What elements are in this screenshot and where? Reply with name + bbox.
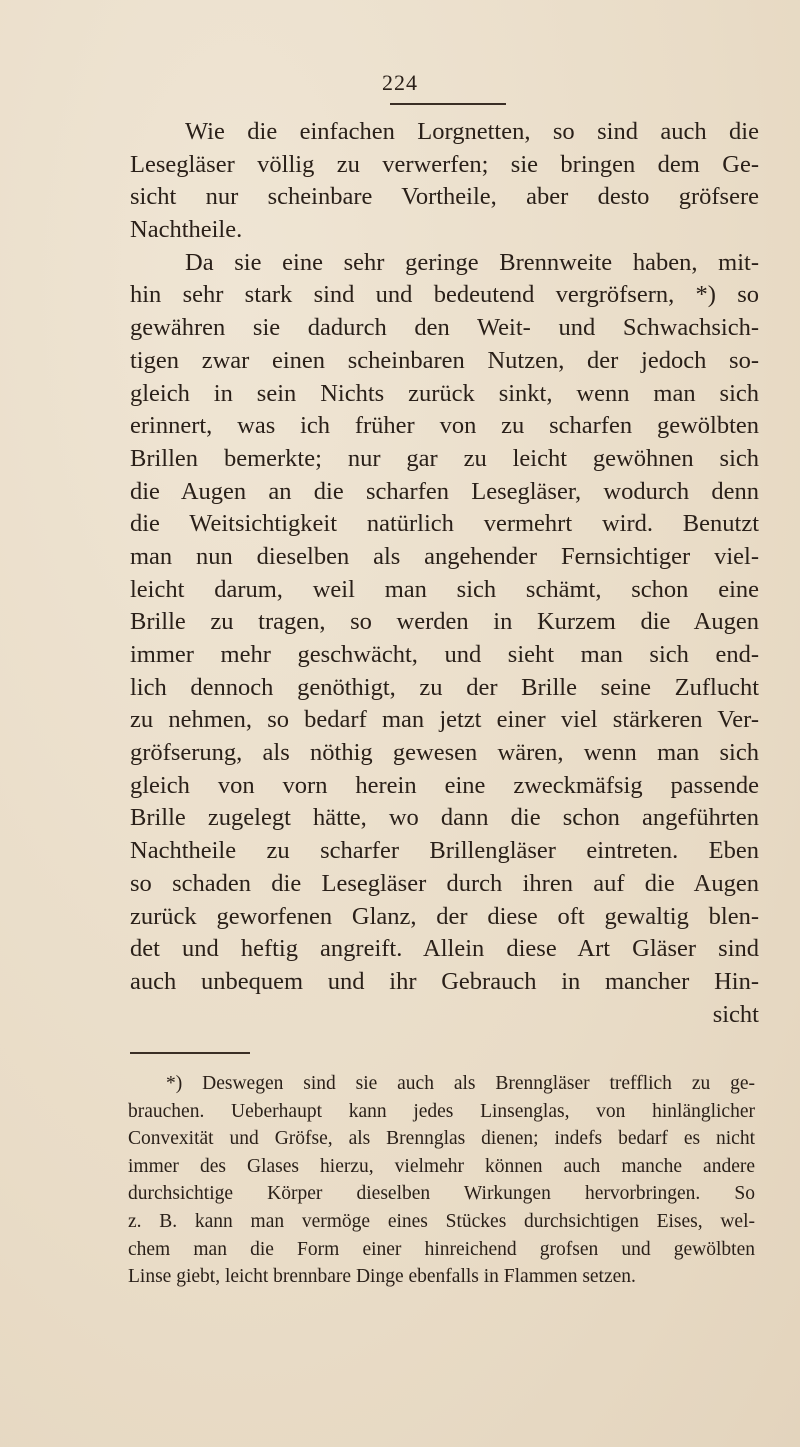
main-text [130, 116, 759, 1031]
footnote-line: Convexität und Gröfse, als Brennglas dienen; indefs bedarf es nicht [128, 1128, 755, 1150]
text-line: die Augen an die scharfen Lesegläser, wodurch denn [130, 477, 759, 505]
text-line: Lesegläser völlig zu verwerfen; sie bringen dem Ge- [130, 150, 759, 178]
footnote-line: immer des Glases hierzu, vielmehr können auch manche andere [128, 1155, 755, 1177]
text-line: erinnert, was ich früher von zu scharfen gewölbten [130, 412, 759, 440]
text-line: zurück geworfenen Glanz, der diese oft gewaltig blen- [130, 902, 759, 930]
footnote-line: brauchen. Ueberhaupt kann jedes Linsenglas, von hinlänglicher [128, 1100, 755, 1122]
page-number: 224 [382, 70, 418, 95]
footnote-rule [130, 1052, 250, 1054]
footnote-line: *) Deswegen sind sie auch als Brenngläser trefflich zu ge- [166, 1073, 755, 1094]
text-line: auch unbequem und ihr Gebrauch in mancher Hin- [130, 967, 759, 995]
text-line: lich dennoch genöthigt, zu der Brille seine Zuflucht [130, 673, 759, 701]
text-line: Wie die einfachen Lorgnetten, so sind auch die [185, 118, 759, 145]
text-line: det und heftig angreift. Allein diese Art Gläser sind [130, 935, 759, 963]
text-line: gleich in sein Nichts zurück sinkt, wenn man sich [130, 379, 759, 407]
text-line: immer mehr geschwächt, und sieht man sich end- [130, 641, 759, 668]
footnote-line: chem man die Form einer hinreichend grofsen und gewölbten [128, 1238, 755, 1260]
catchword: sicht [712, 1000, 759, 1028]
text-line: Nachtheile. [130, 216, 243, 244]
text-line: Brillen bemerkte; nur gar zu leicht gewöhnen sich [130, 444, 759, 472]
text-line: hin sehr stark sind und bedeutend vergröfsern, *) so [130, 281, 759, 309]
text-line: gewähren sie dadurch den Weit- und Schwachsich- [130, 314, 759, 342]
footnote [128, 1070, 755, 1291]
text-line: man nun dieselben als angehender Fernsichtiger viel- [130, 542, 759, 570]
footnote-line: durchsichtige Körper dieselben Wirkungen hervorbringen. So [128, 1183, 755, 1205]
text-line: sicht nur scheinbare Vortheile, aber desto gröfsere [130, 183, 759, 211]
text-line: Brille zugelegt hätte, wo dann die schon angeführten [130, 804, 759, 832]
footnote-line: Linse giebt, leicht brennbare Dinge ebenfalls in Flammen setzen. [128, 1266, 636, 1288]
text-line: Brille zu tragen, so werden in Kurzem die Augen [130, 608, 759, 636]
text-line: die Weitsichtigkeit natürlich vermehrt wird. Benutzt [130, 510, 759, 538]
text-line: Nachtheile zu scharfer Brillengläser eintreten. Eben [130, 837, 759, 865]
text-line: leicht darum, weil man sich schämt, schon eine [130, 575, 759, 603]
text-line: so schaden die Lesegläser durch ihren auf die Augen [130, 869, 759, 897]
footnote-line: z. B. kann man vermöge eines Stückes durchsichtigen Eises, wel- [128, 1210, 755, 1232]
header-rule [390, 103, 506, 105]
text-line: gleich von vorn herein eine zweckmäfsig passende [130, 771, 759, 799]
text-line: gröfserung, als nöthig gewesen wären, wenn man sich [130, 739, 759, 767]
text-line: tigen zwar einen scheinbaren Nutzen, der jedoch so- [130, 346, 759, 374]
text-line: zu nehmen, so bedarf man jetzt einer viel stärkeren Ver- [130, 706, 759, 734]
text-line: Da sie eine sehr geringe Brennweite haben, mit- [185, 248, 759, 276]
